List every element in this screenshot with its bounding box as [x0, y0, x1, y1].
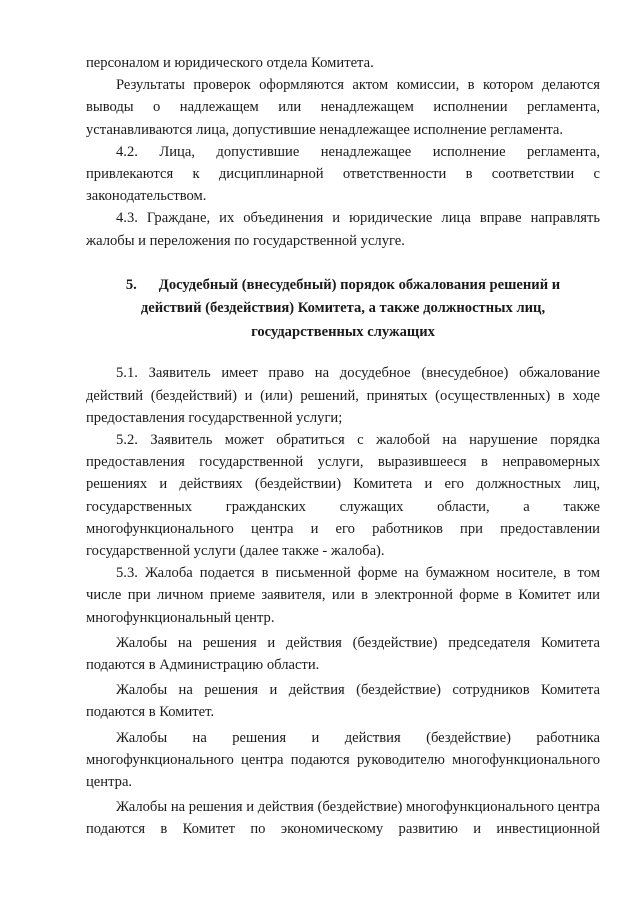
document-page [86, 52, 600, 841]
paragraph-5-1: 5.1. Заявитель имеет право на досудебное (внесудебное) обжалование действий (бездействий) и (или) решений, принятых (осуществленных) в ходе предоставления государственной услуги; [86, 365, 600, 426]
section-5-heading-line2: действий (бездействия) Комитета, а также должностных лиц, [140, 300, 546, 317]
paragraph-inspection-results: Результаты проверок оформляются актом комиссии, в котором делаются выводы о надлежащем или ненадлежащем исполнении регламента, устанавливаются лица, допустившие ненадлежащее исполнение регламента. [86, 77, 600, 138]
paragraph-complaints-mfc: Жалобы на решения и действия (бездействие) многофункционального центра подаются в Комитет по экономическому развитию и инвестиционной [86, 799, 600, 838]
paragraph-continuation: персоналом и юридического отдела Комитета. [86, 55, 374, 71]
paragraph-4-3: 4.3. Граждане, их объединения и юридические лица вправе направлять жалобы и переложения по государственной услуге. [86, 210, 600, 249]
paragraph-complaints-staff: Жалобы на решения и действия (бездействие) сотрудников Комитета подаются в Комитет. [86, 682, 600, 721]
section-5-heading-line3: государственных служащих [251, 323, 435, 340]
paragraph-4-2: 4.2. Лица, допустившие ненадлежащее исполнение регламента, привлекаются к дисциплинарной ответственности в соответствии с законодательством. [86, 143, 600, 205]
paragraph-complaints-chairman: Жалобы на решения и действия (бездействие) председателя Комитета подаются в Администрацию области. [86, 634, 600, 673]
section-5-heading [86, 274, 600, 345]
paragraph-5-2: 5.2. Заявитель может обратиться с жалобой на нарушение порядка предоставления государственной услуги, выразившееся в неправомерных решениях и действиях (бездействии) Комитета и его должностных лиц, государственных гражданских служащих области, а также многофункционального центра и его работников при предоставлении государственной услуги (далее также - жалоба). [86, 431, 600, 559]
section-5-heading-line1: 5. Досудебный (внесудебный) порядок обжалования решений и [98, 274, 588, 298]
paragraph-complaints-mfc-worker: Жалобы на решения и действия (бездействие) работника многофункционального центра подаются руководителю многофункционального центра. [86, 729, 600, 790]
section-number: 5. [125, 276, 137, 293]
paragraph-5-3: 5.3. Жалоба подается в письменной форме на бумажном носителе, в том числе при личном приеме заявителя, или в электронной форме в Комитет или многофункциональный центр. [86, 565, 600, 626]
